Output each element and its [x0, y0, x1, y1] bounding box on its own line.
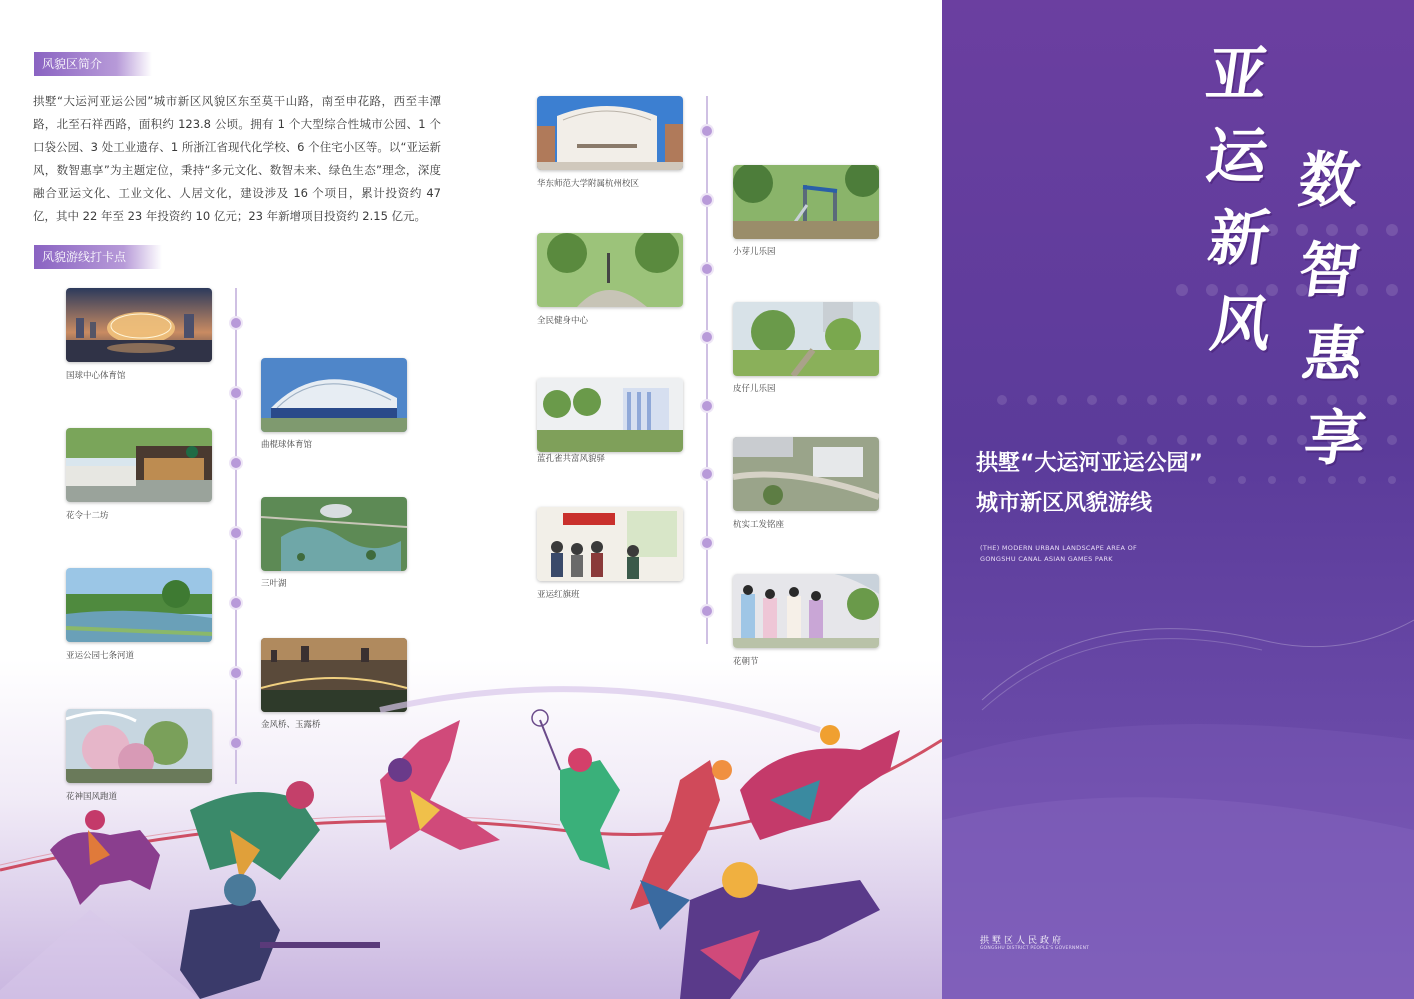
intro-paragraph: 拱墅“大运河亚运公园”城市新区风貌区东至莫干山路，南至申花路，西至丰潭路，北至石祥西路，面积约 123.8 公顷。拥有 1 个大型综合性城市公园、1 个口袋公园、3 处工业遗存、1 所浙江省现代化学校、6 个住宅小区等。以“亚运新风，数智惠享”为主题定位，秉持“多元文化、数智未来、绿色生态”理念，深度融合亚运文化、工业文化、人居文化，建设涉及 16 个项目，累计投资约 47 亿，其中 22 年至 23 年投资约 10 亿元；23 年新增项目投资约 2.15 亿元。 [33, 94, 441, 223]
slogan-char: 享 [1300, 404, 1370, 474]
fencer-figure-icon [680, 862, 880, 999]
cover-title-line1: 拱墅“大运河亚运公园” [976, 451, 1203, 476]
caption-spot-7: 华东师范大学附属杭州校区 [537, 179, 640, 189]
slogan-char: 风 [1206, 290, 1276, 360]
timeline-dot [231, 668, 241, 678]
caption-spot-2: 花令十二坊 [66, 511, 109, 521]
timeline-dot [231, 528, 241, 538]
slogan-char: 亚 [1202, 40, 1272, 110]
timeline-dot [231, 458, 241, 468]
caption-spot-10: 皮仔儿乐园 [733, 384, 776, 394]
classroom-photo [537, 507, 683, 581]
garden-park-photo [733, 302, 879, 376]
slogan-char: 智 [1294, 236, 1364, 306]
timeline-dot [702, 264, 712, 274]
equestrian-jumper-icon [740, 725, 900, 840]
badminton-player-icon [532, 710, 620, 870]
timeline-dot [231, 388, 241, 398]
slogan-char: 惠 [1298, 320, 1368, 390]
timeline-dot [231, 318, 241, 328]
timeline-dot [702, 332, 712, 342]
caption-spot-3: 三叶湖 [261, 579, 287, 589]
cover-english-line1: (THE) MODERN URBAN LANDSCAPE AREA OF [980, 544, 1138, 552]
route-section-tag: 风貌游线打卡点 [34, 245, 162, 269]
publisher-name-en: GONGSHU DISTRICT PEOPLE'S GOVERNMENT [980, 946, 1090, 951]
station-building-photo [537, 378, 683, 452]
caption-spot-9: 全民健身中心 [537, 316, 589, 326]
industrial-aerial-photo [733, 437, 879, 511]
caption-spot-12: 杭实工发铭座 [733, 520, 785, 530]
timeline-dot [231, 598, 241, 608]
river-park-photo [66, 568, 212, 642]
timeline-dot [702, 401, 712, 411]
cafe-building-photo [66, 428, 212, 502]
school-building-photo [537, 96, 683, 170]
timeline-line-2 [706, 96, 708, 644]
caption-spot-0: 国球中心体育馆 [66, 371, 126, 381]
slogan-char: 数 [1294, 146, 1364, 216]
horse-rider-icon [50, 810, 160, 905]
caption-spot-5: 金风桥、玉露桥 [261, 720, 321, 730]
cover-panel [942, 0, 1414, 999]
timeline-dot [702, 606, 712, 616]
slogan-char: 运 [1202, 122, 1272, 192]
caption-spot-14: 花朝节 [733, 657, 759, 667]
kicker-figure-icon [380, 720, 500, 850]
runner-figure-icon [190, 781, 320, 880]
cover-english-line2: GONGSHU CANAL ASIAN GAMES PARK [980, 555, 1113, 563]
slogan-char: 新 [1204, 204, 1274, 274]
caption-spot-8: 小芽儿乐园 [733, 247, 776, 257]
caption-spot-4: 亚运公园七条河道 [66, 651, 135, 661]
timeline-dot [702, 469, 712, 479]
asian-games-sports-illustration [0, 680, 942, 999]
cover-title-line2: 城市新区风貌游线 [976, 491, 1153, 516]
hockey-stadium-photo [261, 358, 407, 432]
timeline-dot [702, 538, 712, 548]
lake-aerial-photo [261, 497, 407, 571]
festival-photo [733, 574, 879, 648]
caption-spot-13: 亚运红旗班 [537, 590, 580, 600]
caption-spot-11: 蓝孔雀共富风貌驿 [537, 454, 606, 464]
timeline-dot [702, 195, 712, 205]
caption-spot-1: 曲棍球体育馆 [261, 440, 313, 450]
timeline-dot [702, 126, 712, 136]
publisher-name: 拱墅区人民政府 [980, 936, 1065, 946]
intro-section-tag: 风貌区简介 [34, 52, 152, 76]
caption-spot-6: 花神国风跑道 [66, 792, 118, 802]
shooter-figure-icon [180, 874, 380, 999]
fitness-park-photo [537, 233, 683, 307]
playground-photo [733, 165, 879, 239]
stadium-dome-photo [66, 288, 212, 362]
